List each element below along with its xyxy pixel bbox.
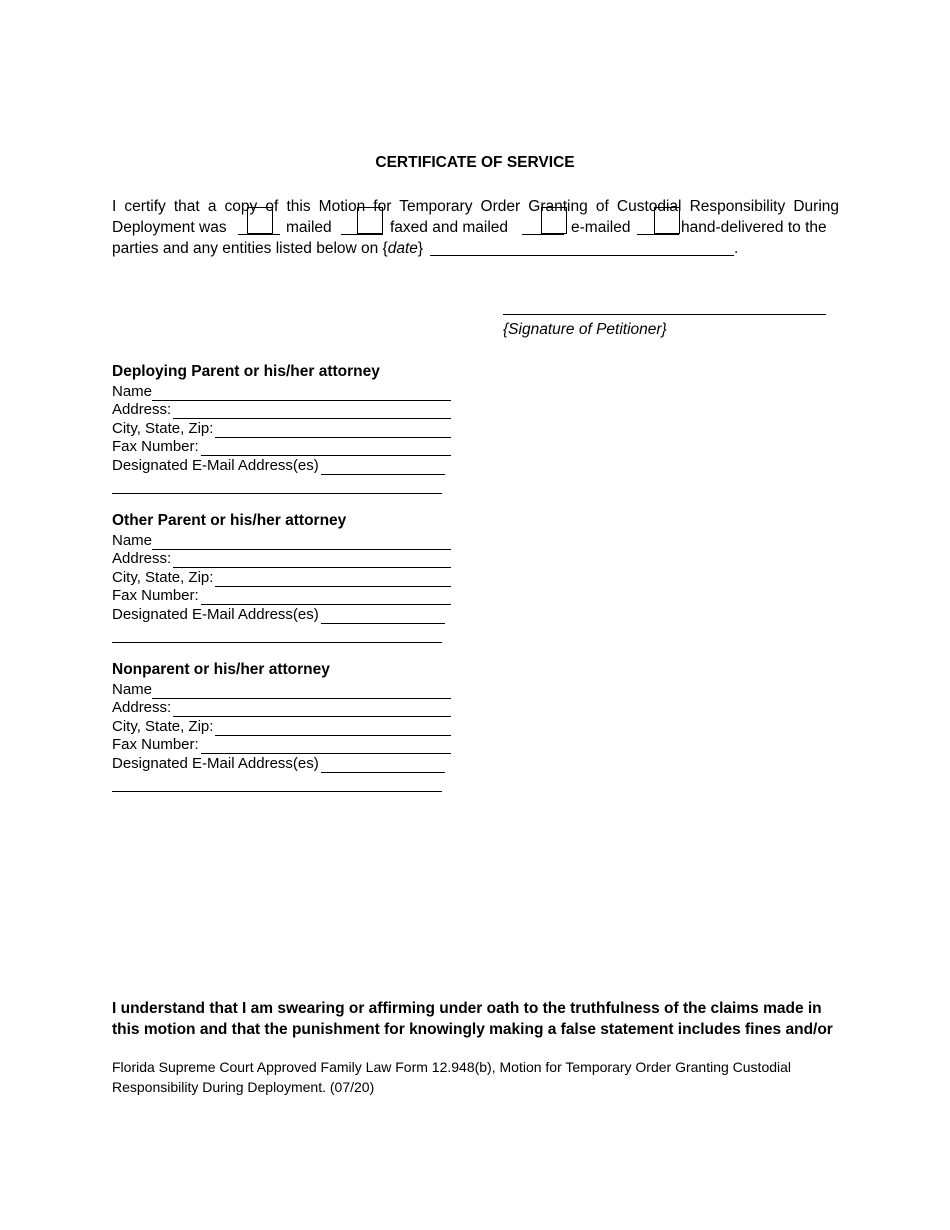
oath-statement: I understand that I am swearing or affirming under oath to the truthfulness of the claims made in this motion and that the punishment for knowingly making a false statement includes fines and/or [112,1000,833,1038]
name-field [112,531,457,550]
address-input[interactable] [173,405,451,419]
address-field [112,699,457,718]
mailed-label: mailed [286,219,332,236]
e-mailed-label: e-mailed [571,219,631,236]
city-input[interactable] [215,573,451,587]
address-field [112,550,457,569]
hand-delivered-label: hand-delivered to the [681,219,827,236]
date-label: date [387,240,418,257]
fax-label: Fax Number: [112,736,199,754]
email-input[interactable] [321,759,445,773]
fax-input[interactable] [201,442,451,456]
name-field [112,382,457,401]
e-mailed-checkbox[interactable] [541,207,567,234]
address-label: Address: [112,550,172,568]
line3-end: . [734,240,739,257]
email-label: Designated E-Mail Address(es) [112,605,319,623]
line3-suffix: } [417,240,424,257]
date-blank[interactable] [430,241,734,256]
name-input[interactable] [152,387,451,401]
email-label: Designated E-Mail Address(es) [112,754,319,772]
mailed-checkbox[interactable] [247,207,273,234]
name-field [112,680,457,699]
form-footer: Florida Supreme Court Approved Family Law Form 12.948(b), Motion for Temporary Order Granting Custodial Responsibility During Deployment. (07/20) [112,1059,792,1095]
fax-input[interactable] [201,740,451,754]
fax-label: Fax Number: [112,587,199,605]
certification-line-3 [112,238,839,259]
email-label: Designated E-Mail Address(es) [112,456,319,474]
name-label: Name [112,531,153,549]
email-continuation-field [112,773,457,792]
city-input[interactable] [215,722,451,736]
party-block-other-parent [112,511,457,643]
city-label: City, State, Zip: [112,568,214,586]
signature-label: {Signature of Petitioner} [503,321,667,338]
email-continuation-field [112,475,457,494]
address-input[interactable] [173,703,451,717]
city-field [112,568,457,587]
party-heading: Other Parent or his/her attorney [112,512,347,529]
name-input[interactable] [152,536,451,550]
city-input[interactable] [215,424,451,438]
faxed-and-mailed-checkbox[interactable] [357,207,383,234]
address-label: Address: [112,401,172,419]
fax-field [112,587,457,606]
fax-label: Fax Number: [112,438,199,456]
email-continuation-input[interactable] [112,480,442,494]
hand-delivered-checkbox[interactable] [654,207,680,234]
name-input[interactable] [152,685,451,699]
signature-line[interactable] [503,314,826,315]
party-heading: Deploying Parent or his/her attorney [112,363,380,380]
fax-field [112,438,457,457]
certification-line-1: I certify that a copy of this Motion for Temporary Order Granting of Custodial Responsibility During [112,198,839,215]
email-continuation-input[interactable] [112,629,442,643]
faxed-and-mailed-label: faxed and mailed [390,219,509,236]
email-field [112,456,457,475]
address-field [112,401,457,420]
name-label: Name [112,382,153,400]
email-input[interactable] [321,610,445,624]
email-field [112,754,457,773]
email-field [112,605,457,624]
line3-prefix: parties and any entities listed below on { [112,240,388,257]
page-title: CERTIFICATE OF SERVICE [375,154,575,171]
email-continuation-field [112,624,457,643]
address-label: Address: [112,699,172,717]
party-heading: Nonparent or his/her attorney [112,661,330,678]
city-label: City, State, Zip: [112,419,214,437]
party-block-deploying-parent [112,362,457,494]
city-field [112,717,457,736]
name-label: Name [112,680,153,698]
deployment-was-text: Deployment was [112,219,227,236]
email-input[interactable] [321,461,445,475]
party-block-nonparent [112,660,457,792]
address-input[interactable] [173,554,451,568]
city-label: City, State, Zip: [112,717,214,735]
fax-input[interactable] [201,591,451,605]
email-continuation-input[interactable] [112,778,442,792]
city-field [112,419,457,438]
fax-field [112,736,457,755]
